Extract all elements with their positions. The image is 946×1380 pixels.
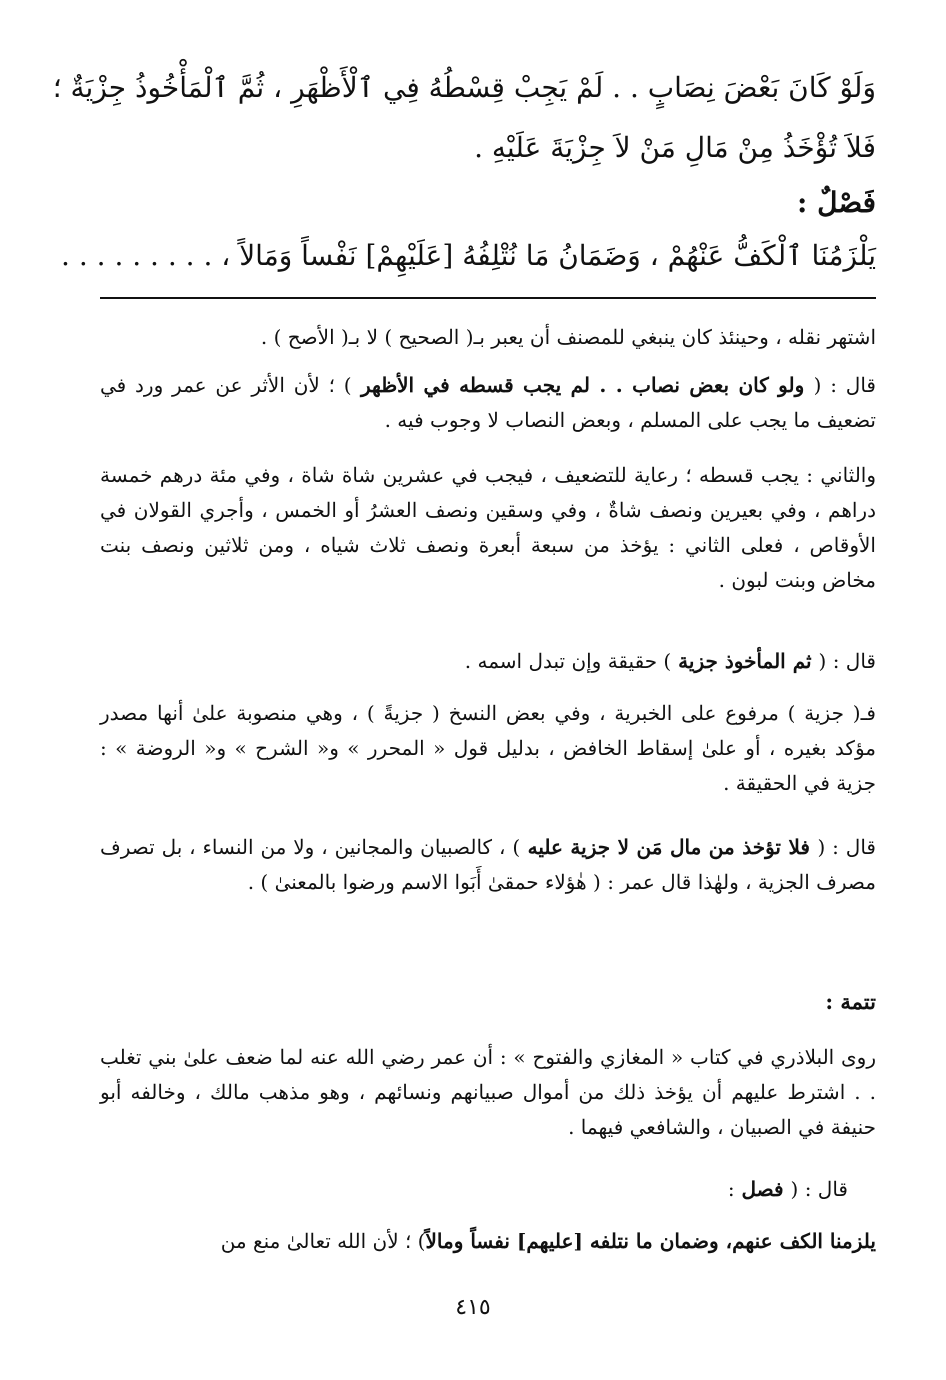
matn-line-3: يَلْزَمُنَا ٱلْكَفُّ عَنْهُمْ ، وَضَمَانُ مَا نُتْلِفُهُ [عَلَيْهِمْ] نَفْساً وَمَالاً ، . . . . . . . . .: [61, 239, 876, 272]
quoted-matn: يلزمنا الكف عنهم، وضمان ما نتلفه [عليهم] نفساً ومالاً: [425, 1229, 876, 1253]
paragraph-rest: ) ؛ لأن الأثر عن عمر ورد في تضعيف ما يجب على المسلم ، وبعض النصاب لا وجوب فيه .: [100, 373, 876, 432]
paragraph-text: [100, 830, 876, 900]
paragraph-rest: ) ، كالصبيان والمجانين ، ولا من النساء ، بل تصرف مصرف الجزية ، ولهٰذا قال عمر : ( هٰؤلاء حمقىٰ أَبَوا الاسم ورضوا بالمعنىٰ ) .: [100, 835, 876, 894]
commentary-paragraph-2: [100, 368, 876, 438]
page-number: ٤١٥: [455, 1295, 491, 1320]
commentary-paragraph-3: [100, 458, 876, 598]
commentary-paragraph-7: [100, 1040, 876, 1145]
tatimma-heading-block: [100, 984, 876, 1019]
paragraph-text: اشتهر نقله ، وحينئذ كان ينبغي للمصنف أن يعبر بـ( الصحيح ) لا بـ( الأصح ) .: [260, 325, 876, 349]
paragraph-text: روى البلاذري في كتاب « المغازي والفتوح » : أن عمر رضي الله عنه لما ضعف علىٰ بني تغلب . . اشترط عليهم أن يؤخذ ذلك من أموال صبيانهم ونسائهم ، وهو مذهب مالك ، وخالفه أبو حنيفة في الصبيان ، والشافعي فيهما .: [100, 1045, 876, 1139]
fasl-heading: فَصْلٌ :: [797, 186, 876, 219]
quoted-matn: ثم المأخوذ جزية: [671, 649, 819, 673]
commentary-paragraph-4: [100, 644, 876, 679]
paragraph-rest: ) ؛ لأن الله تعالىٰ منع من: [220, 1229, 426, 1253]
matn-line-2: فَلاَ تُؤْخَذُ مِنْ مَالِ مَنْ لاَ جِزْيَةَ عَلَيْهِ .: [474, 131, 876, 164]
commentary-paragraph-6: [100, 830, 876, 900]
paragraph-text: والثاني : يجب قسطه ؛ رعاية للتضعيف ، فيجب في عشرين شاة شاة ، وفي مئة درهم خمسة دراهم ، وفي بعيرين ونصف شاةٌ ، وفي وسقين ونصف العشرُ أو الخمس ، وأجري القولان في الأوقاص ، فعلى الثاني : يؤخذ من سبعة أبعرة ونصف ثلاث شياه ، ومن ثلاثين ونصف بنت مخاض وبنت لبون .: [100, 463, 876, 592]
paragraph-rest: ) حقيقة وإن تبدل اسمه .: [464, 649, 672, 673]
quoted-matn: ولو كان بعض نصاب . . لم يجب قسطه في الأظهر: [351, 373, 814, 397]
quote-open: قال : (: [817, 835, 876, 859]
paragraph-text: فـ( جزية ) مرفوع على الخبرية ، وفي بعض النسخ ( جزيةً ) ، وهي منصوبة علىٰ أنها مصدر مؤكد بغيره ، أو علىٰ إسقاط الخافض ، بدليل قول « المحرر » و« الشرح » و« الروضة » : جزية في الحقيقة .: [100, 701, 876, 795]
commentary-paragraph-8: [100, 1172, 876, 1207]
quote-open: قال : (: [818, 649, 876, 673]
commentary-paragraph-9: [100, 1224, 876, 1259]
quoted-matn: فصل: [734, 1177, 791, 1201]
quoted-matn: فلا تؤخذ من مال مَن لا جزية عليه: [520, 835, 818, 859]
paragraph-text: [100, 368, 876, 438]
quote-open: قال : (: [813, 373, 876, 397]
quote-open: قال : (: [790, 1177, 848, 1201]
commentary-paragraph-1: [100, 320, 876, 355]
matn-line-1: وَلَوْ كَانَ بَعْضَ نِصَابٍ . . لَمْ يَجِبْ قِسْطُهُ فِي ٱلْأَظْهَرِ ، ثُمَّ ٱلْمَأْخُوذُ جِزْيَةٌ ؛: [52, 71, 876, 104]
paragraph-text: [100, 1224, 876, 1259]
paragraph-text: [100, 644, 876, 679]
paragraph-text: [100, 1172, 876, 1207]
footnote-divider: [100, 297, 876, 299]
paragraph-rest: :: [727, 1177, 735, 1201]
tatimma-heading: تتمة :: [825, 989, 876, 1014]
commentary-paragraph-5: [100, 696, 876, 801]
